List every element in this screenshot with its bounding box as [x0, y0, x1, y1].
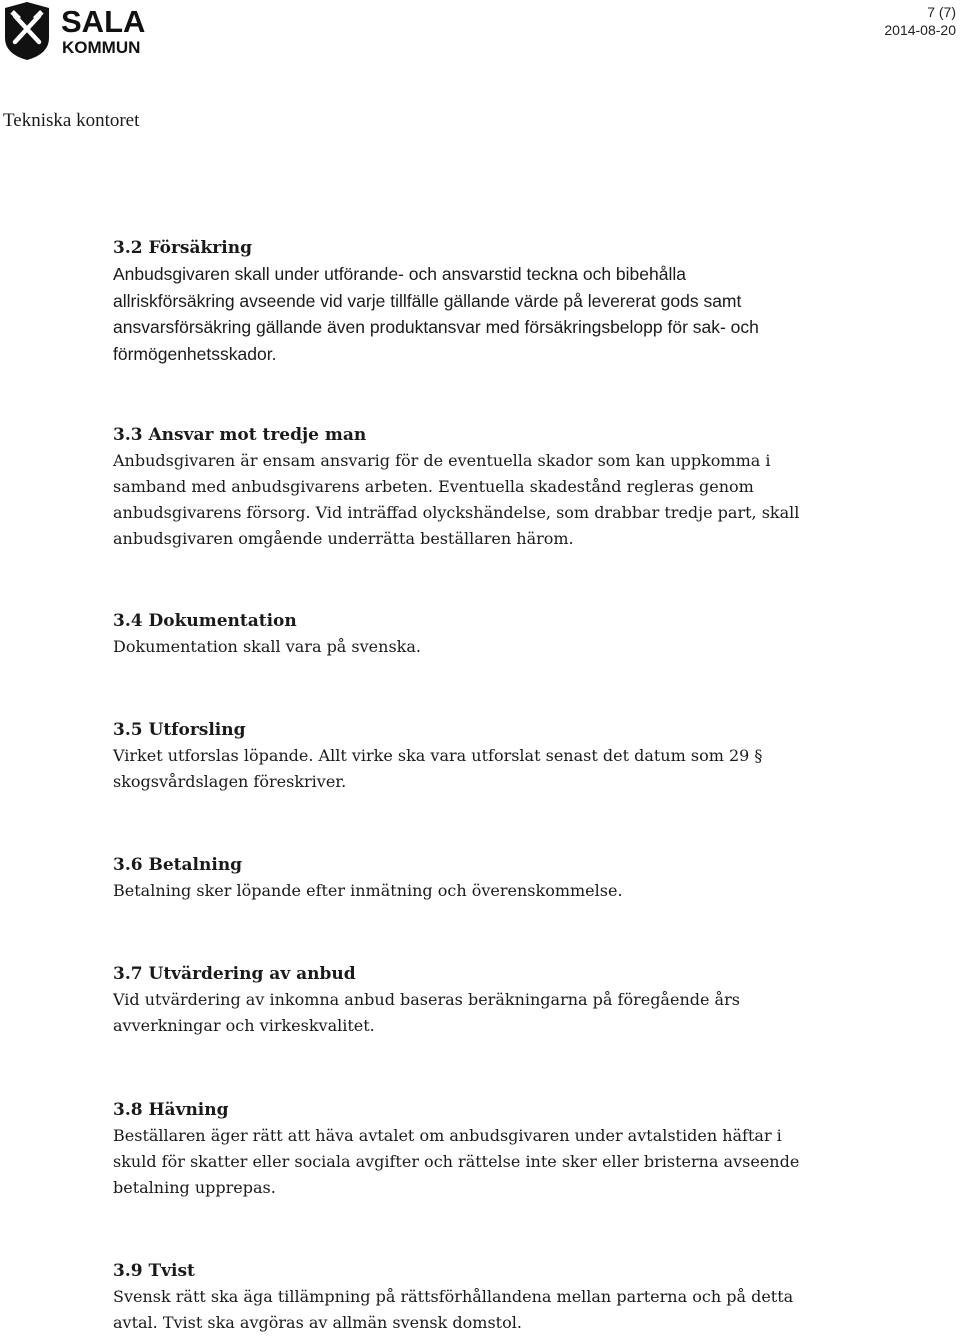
section-documentation — [113, 608, 833, 660]
section-line: skogsvårdslagen föreskriver. — [113, 772, 347, 791]
document-date: 2014-08-20 — [884, 22, 956, 38]
section-termination — [113, 1097, 833, 1201]
sala-kommun-logo — [3, 2, 153, 60]
section-heading: 3.3 Ansvar mot tredje man — [113, 425, 367, 445]
section-heading: 3.2 Försäkring — [113, 238, 252, 258]
section-third-party-liability — [113, 422, 833, 552]
section-heading: 3.9 Tvist — [113, 1261, 195, 1281]
logo-name: SALA — [61, 4, 146, 39]
section-insurance — [113, 235, 833, 367]
section-timber-removal — [113, 717, 833, 795]
logo-emblem-icon — [3, 2, 153, 60]
section-line: Beställaren äger rätt att häva avtalet om anbudsgivaren under avtalstiden häftar i — [113, 1126, 782, 1145]
section-line: Betalning sker löpande efter inmätning och överenskommelse. — [113, 881, 623, 900]
section-line: betalning upprepas. — [113, 1178, 276, 1197]
section-heading: 3.8 Hävning — [113, 1100, 229, 1120]
section-heading: 3.6 Betalning — [113, 855, 243, 875]
section-line: skuld för skatter eller sociala avgifter och rättelse inte sker eller bristerna avseende — [113, 1152, 800, 1171]
department-name: Tekniska kontoret — [3, 110, 140, 131]
section-payment — [113, 852, 833, 904]
section-line: allriskförsäkring avseende vid varje tillfälle gällande värde på levererat gods samt — [113, 290, 742, 311]
section-line: ansvarsförsäkring gällande även produktansvar med försäkringsbelopp för sak- och — [113, 317, 759, 337]
section-heading: 3.7 Utvärdering av anbud — [113, 964, 356, 984]
section-line: Anbudsgivaren skall under utförande- och ansvarstid teckna och bibehålla — [113, 264, 686, 284]
section-line: samband med anbudsgivarens arbeten. Eventuella skadestånd regleras genom — [113, 477, 754, 496]
section-line: förmögenhetsskador. — [113, 343, 277, 364]
section-line: anbudsgivarens försorg. Vid inträffad olyckshändelse, som drabbar tredje part, skall — [113, 503, 800, 522]
section-bid-evaluation — [113, 961, 833, 1039]
section-line: Anbudsgivaren är ensam ansvarig för de eventuella skador som kan uppkomma i — [113, 451, 771, 470]
section-line: Dokumentation skall vara på svenska. — [113, 637, 421, 656]
section-line: Vid utvärdering av inkomna anbud baseras beräkningarna på föregående års — [113, 990, 740, 1009]
logo-subtitle: KOMMUN — [62, 38, 141, 57]
section-line: Virket utforslas löpande. Allt virke ska vara utforslat senast det datum som 29 § — [113, 746, 763, 765]
page-number: 7 (7) — [927, 4, 956, 20]
section-line: Svensk rätt ska äga tillämpning på rättsförhållandena mellan parterna och på detta — [113, 1287, 794, 1306]
section-dispute — [113, 1258, 833, 1336]
section-heading: 3.5 Utforsling — [113, 720, 246, 740]
section-line: avtal. Tvist ska avgöras av allmän svensk domstol. — [113, 1313, 522, 1332]
section-line: avverkningar och virkeskvalitet. — [113, 1016, 375, 1035]
section-heading: 3.4 Dokumentation — [113, 611, 297, 631]
section-line: anbudsgivaren omgående underrätta beställaren härom. — [113, 529, 574, 548]
